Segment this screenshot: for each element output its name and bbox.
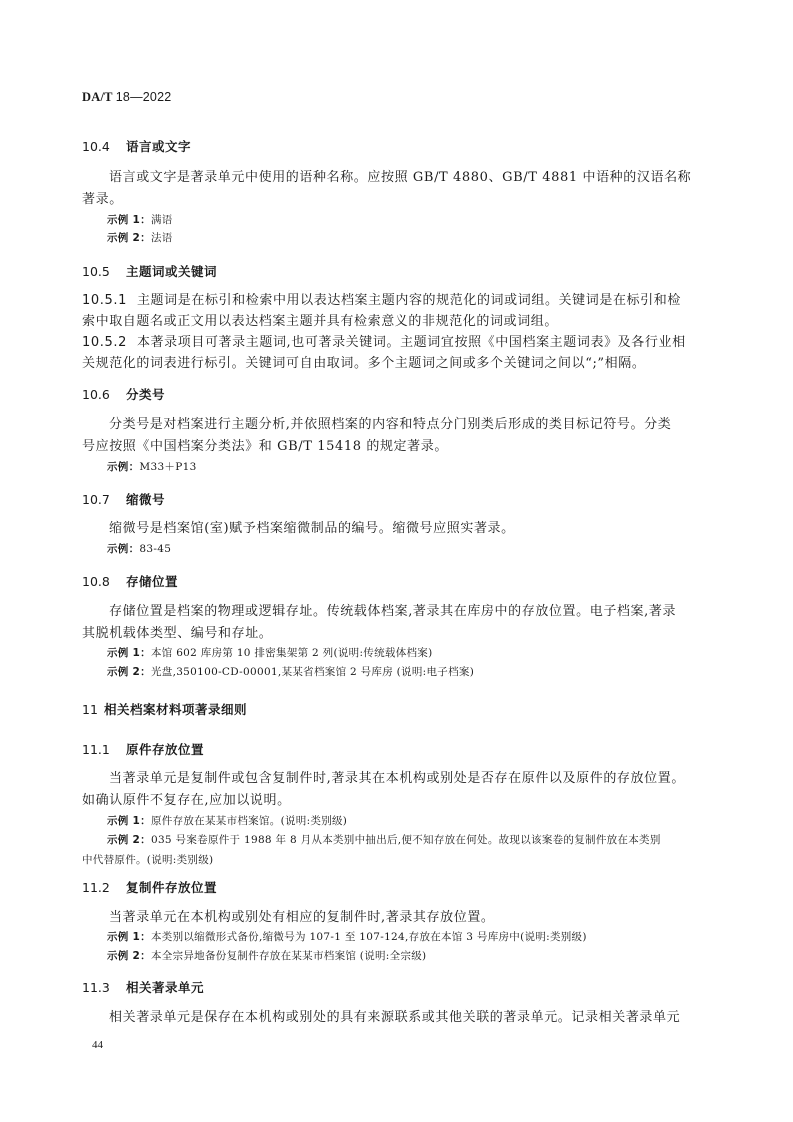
paragraph: 语言或文字是著录单元中使用的语种名称。应按照 GB/T 4880、GB/T 4881 中语种的汉语名称	[109, 170, 692, 185]
paragraph: 相关著录单元是保存在本机构或别处的具有来源联系或其他关联的著录单元。记录相关著录单元	[109, 1010, 681, 1025]
paragraph: 著录。	[82, 192, 123, 207]
chapter-heading-11: 11 相关档案材料项著录细则	[82, 702, 248, 717]
paragraph: 索中取自题名或正文用以表达档案主题并具有检索意义的非规范化的词或词组。	[82, 314, 559, 329]
section-heading-10-6: 10.6 分类号	[82, 387, 166, 402]
clause-10-5-1: 10.5.1 主题词是在标引和检索中用以表达档案主题内容的规范化的词或词组。关键词是在标引和检	[82, 293, 681, 308]
clause-10-5-2: 10.5.2 本著录项目可著录主题词,也可著录关键词。主题词宜按照《中国档案主题词表》及各行业相	[82, 335, 686, 350]
paragraph: 其脱机载体类型、编号和存址。	[82, 626, 273, 641]
doc-code: DA/T	[82, 90, 113, 104]
example: 示例 1：本馆 602 库房第 10 排密集架第 2 列(说明:传统载体档案)	[107, 647, 433, 659]
page-number: 44	[92, 1039, 103, 1051]
example: 示例 2：035 号案卷原件于 1988 年 8 月从本类别中抽出后,便不知存放在何处。故现以该案卷的复制件放在本类别	[107, 834, 661, 846]
paragraph: 如确认原件不复存在,应加以说明。	[82, 793, 291, 808]
paragraph: 缩微号是档案馆(室)赋予档案缩微制品的编号。缩微号应照实著录。	[109, 521, 515, 536]
section-heading-11-1: 11.1 原件存放位置	[82, 742, 205, 757]
paragraph: 关规范化的词表进行标引。关键词可自由取词。多个主题词之间或多个关键词之间以“;”相隔。	[82, 356, 646, 371]
example-continuation: 中代替原件。(说明:类别级)	[82, 854, 214, 866]
example: 示例 1：满语	[107, 214, 173, 226]
section-heading-10-8: 10.8 存储位置	[82, 574, 179, 589]
paragraph: 当著录单元在本机构或别处有相应的复制件时,著录其存放位置。	[109, 910, 495, 925]
paragraph: 分类号是对档案进行主题分析,并依照档案的内容和特点分门别类后形成的类目标记符号。分类	[109, 417, 672, 432]
example: 示例 2：光盘,350100-CD-00001,某某省档案馆 2 号库房 (说明:电子档案)	[107, 666, 475, 678]
paragraph: 存储位置是档案的物理或逻辑存址。传统载体档案,著录其在库房中的存放位置。电子档案,著录	[109, 604, 677, 619]
section-heading-11-2: 11.2 复制件存放位置	[82, 880, 218, 895]
paragraph: 当著录单元是复制件或包含复制件时,著录其在本机构或别处是否存在原件以及原件的存放位置。	[109, 771, 685, 786]
section-heading-10-7: 10.7 缩微号	[82, 492, 166, 507]
example: 示例 2：法语	[107, 232, 173, 244]
section-heading-10-5: 10.5 主题词或关键词	[82, 264, 218, 279]
document-code	[82, 90, 171, 105]
section-heading-10-4: 10.4 语言或文字	[82, 139, 192, 154]
example: 示例 1：原件存放在某某市档案馆。(说明:类别级)	[107, 815, 348, 827]
doc-number: 18—2022	[115, 90, 172, 104]
example: 示例 2：本全宗异地备份复制件存放在某某市档案馆 (说明:全宗级)	[107, 950, 427, 962]
example: 示例：M33＋P13	[107, 461, 197, 473]
section-heading-11-3: 11.3 相关著录单元	[82, 980, 205, 995]
example: 示例 1：本类别以缩微形式备份,缩微号为 107-1 至 107-124,存放在本馆 3 号库房中(说明:类别级)	[107, 931, 587, 943]
paragraph: 号应按照《中国档案分类法》和 GB/T 15418 的规定著录。	[82, 439, 448, 454]
example: 示例：83-45	[107, 543, 172, 555]
